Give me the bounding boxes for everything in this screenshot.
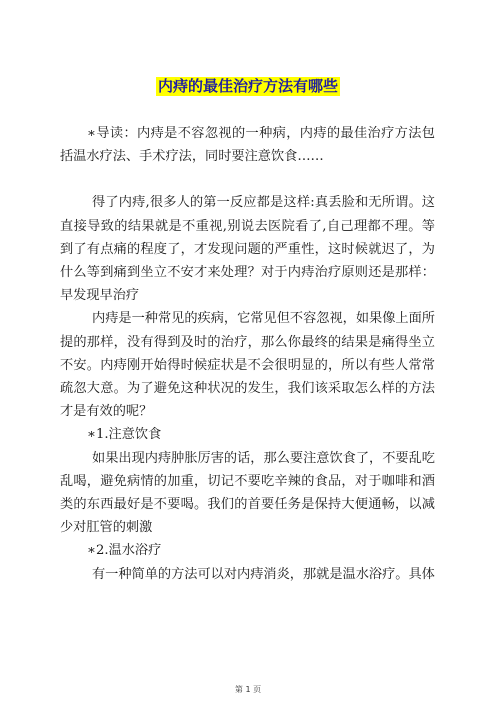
section-heading: ∗1.注意饮食 [87,427,162,443]
title-container [0,76,496,96]
body-paragraph: 内痔是一种常见的疾病，它常见但不容忽视，如果像上面所提的那样，没有得到及时的治疗，那么你最终的结果是痛得坐立不安。内痔刚开始得时候症状是不会很明显的，所以有些人常常疏忽大意。为了避免这种状况的发生，我们该采取怎么样的方法才是有效的呢？ [60,311,435,420]
document-body [60,122,435,586]
section-heading: ∗2.温水浴疗 [87,543,162,559]
intro-paragraph: ∗导读：内痔是不容忽视的一种病，内痔的最佳治疗方法包括温水疗法、手术疗法，同时要注意饮食…… [60,126,435,165]
page-number: 第 1 页 [234,685,262,694]
body-paragraph: 有一种简单的方法可以对内痔消炎，那就是温水浴疗。具体 [92,566,435,582]
body-paragraph: 如果出现内痔肿胀厉害的话，那么要注意饮食了，不要乱吃乱喝，避免病情的加重，切记不要吃辛辣的食品，对于咖啡和酒类的东西最好是不要喝。我们的首要任务是保持大便通畅，以减少对肛管的刺激 [60,450,435,536]
page-title: 内痔的最佳治疗方法有哪些 [157,77,338,95]
body-paragraph: 得了内痔,很多人的第一反应都是这样:真丢脸和无所谓。这直接导致的结果就是不重视,别说去医院看了,自己理都不理。等到了有点痛的程度了，才发现问题的严重性，这时候就迟了，为什么等到痛到坐立不安才来处理？对于内痔治疗原则还是那样：早发现早治疗 [60,195,435,304]
